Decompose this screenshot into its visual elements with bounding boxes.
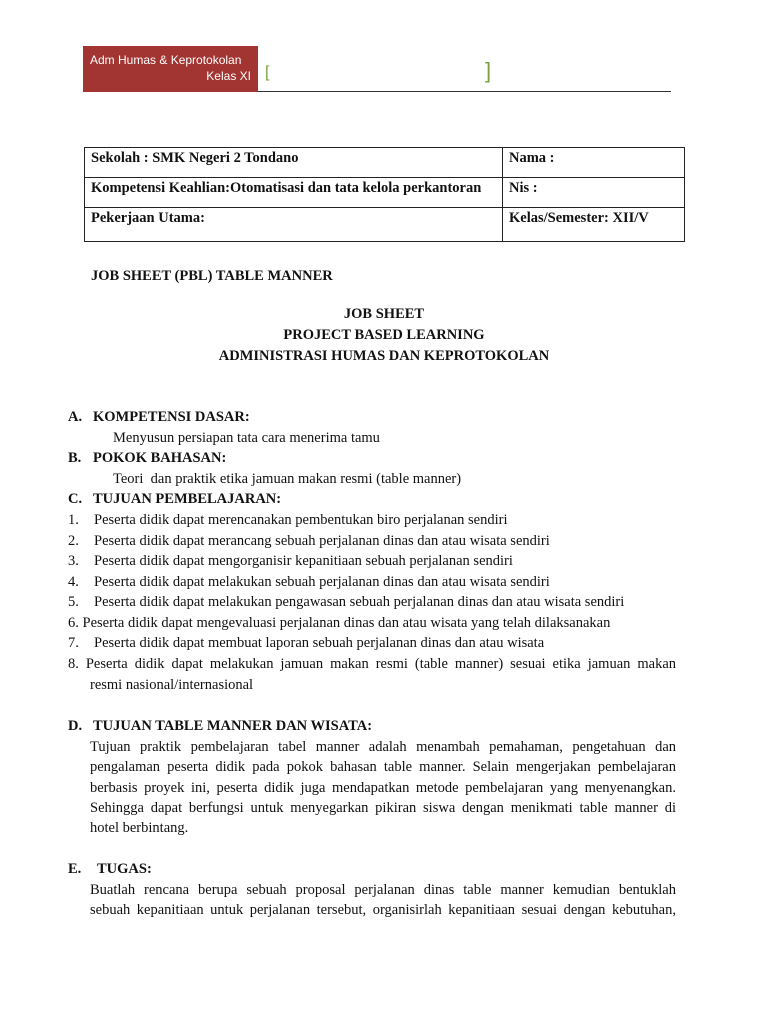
section-d-heading: [68, 716, 372, 736]
list-text: Peserta didik dapat merencanakan pembentukan biro perjalanan sendiri: [94, 512, 508, 528]
list-number: 8.: [68, 656, 79, 672]
section-title: TUJUAN PEMBELAJARAN:: [93, 491, 282, 507]
header-subject: Adm Humas & Keprotokolan: [90, 53, 242, 67]
list-number: 1.: [68, 512, 79, 528]
header-bracket-close: ]: [485, 58, 492, 83]
paragraph-line: sebuah kepanitiaan untuk perjalanan tersebut, organisirlah kepanitiaan sesuai dengan kebutuhan,: [90, 902, 676, 918]
list-item-continuation: resmi nasional/internasional: [90, 677, 254, 693]
header-class: Kelas XI: [206, 69, 251, 83]
title-line-2: PROJECT BASED LEARNING: [283, 327, 485, 343]
list-text: Peserta didik dapat mengorganisir kepanitiaan sebuah perjalanan sendiri: [94, 553, 513, 569]
section-a-body: Menyusun persiapan tata cara menerima tamu: [113, 430, 380, 446]
title-line-1: JOB SHEET: [343, 306, 425, 322]
section-b-heading: [68, 448, 226, 468]
section-title: TUJUAN TABLE MANNER DAN WISATA:: [93, 718, 373, 734]
list-text: Peserta didik dapat melakukan jamuan makan resmi (table manner) sesuai etika jamuan makan: [85, 656, 677, 672]
competency-cell: Kompetensi Keahlian:Otomatisasi dan tata kelola perkantoran: [85, 178, 503, 208]
list-text: Peserta didik dapat membuat laporan sebuah perjalanan dinas dan atau wisata: [94, 635, 545, 651]
list-item: [68, 551, 513, 571]
table-row: [85, 178, 685, 208]
section-title: KOMPETENSI DASAR:: [93, 409, 250, 425]
doc-heading: JOB SHEET (PBL) TABLE MANNER: [91, 268, 333, 284]
table-row: [85, 148, 685, 178]
list-text: Peserta didik dapat melakukan sebuah perjalanan dinas dan atau wisata sendiri: [94, 574, 550, 590]
list-item: [68, 531, 550, 551]
list-item: [68, 510, 508, 530]
name-cell: Nama :: [503, 148, 685, 178]
list-item: [68, 572, 550, 592]
title-line-3: ADMINISTRASI HUMAS DAN KEPROTOKOLAN: [218, 348, 550, 364]
list-number: 7.: [68, 635, 79, 651]
list-item: [68, 654, 676, 674]
section-letter: D.: [68, 718, 83, 734]
list-number: 3.: [68, 553, 79, 569]
list-item: [68, 613, 610, 633]
main-job-cell: Pekerjaan Utama:: [85, 208, 503, 242]
section-title: TUGAS:: [97, 861, 152, 877]
paragraph-line: hotel berbintang.: [90, 820, 189, 836]
school-cell: Sekolah : SMK Negeri 2 Tondano: [85, 148, 503, 178]
list-number: 2.: [68, 533, 79, 549]
section-e-heading: [68, 859, 152, 879]
header-rule: [258, 91, 671, 92]
section-a-heading: [68, 407, 250, 427]
section-letter: C.: [68, 491, 83, 507]
section-c-heading: [68, 489, 281, 509]
list-text: Peserta didik dapat mengevaluasi perjalanan dinas dan atau wisata yang telah dilaksanakan: [82, 615, 611, 631]
section-letter: B.: [68, 450, 82, 466]
paragraph-line: Buatlah rencana berupa sebuah proposal perjalanan dinas table manner kemudian bentuklah: [90, 882, 676, 898]
student-info-table: [84, 147, 685, 242]
list-text: Peserta didik dapat merancang sebuah perjalanan dinas dan atau wisata sendiri: [94, 533, 550, 549]
list-item: [68, 592, 624, 612]
nis-cell: Nis :: [503, 178, 685, 208]
header-badge: [83, 46, 258, 92]
list-number: 5.: [68, 594, 79, 610]
table-row: [85, 208, 685, 242]
section-letter: A.: [68, 409, 83, 425]
list-number: 4.: [68, 574, 79, 590]
list-number: 6.: [68, 615, 79, 631]
list-text: Peserta didik dapat melakukan pengawasan sebuah perjalanan dinas dan atau wisata sendiri: [94, 594, 625, 610]
paragraph-line: pengalaman peserta didik pada pokok bahasan table manner. Selain mengerjakan pembelajaran: [90, 759, 676, 775]
paragraph-line: berbasis proyek ini, peserta didik juga mendapatkan metode pembelajaran yang menyenangkan.: [90, 780, 676, 796]
section-title: POKOK BAHASAN:: [93, 450, 227, 466]
section-b-body: Teori dan praktik etika jamuan makan resmi (table manner): [113, 471, 462, 487]
section-letter: E.: [68, 861, 82, 877]
paragraph-line: Sehingga dapat berfungsi untuk menyegarkan pikiran siswa dengan menikmati table manner di: [90, 800, 676, 816]
paragraph-line: Tujuan praktik pembelajaran tabel manner adalah menambah pemahaman, pengetahuan dan: [90, 739, 676, 755]
class-semester-cell: Kelas/Semester: XII/V: [503, 208, 685, 242]
list-item: [68, 633, 544, 653]
header-bracket-open: [: [265, 64, 270, 81]
